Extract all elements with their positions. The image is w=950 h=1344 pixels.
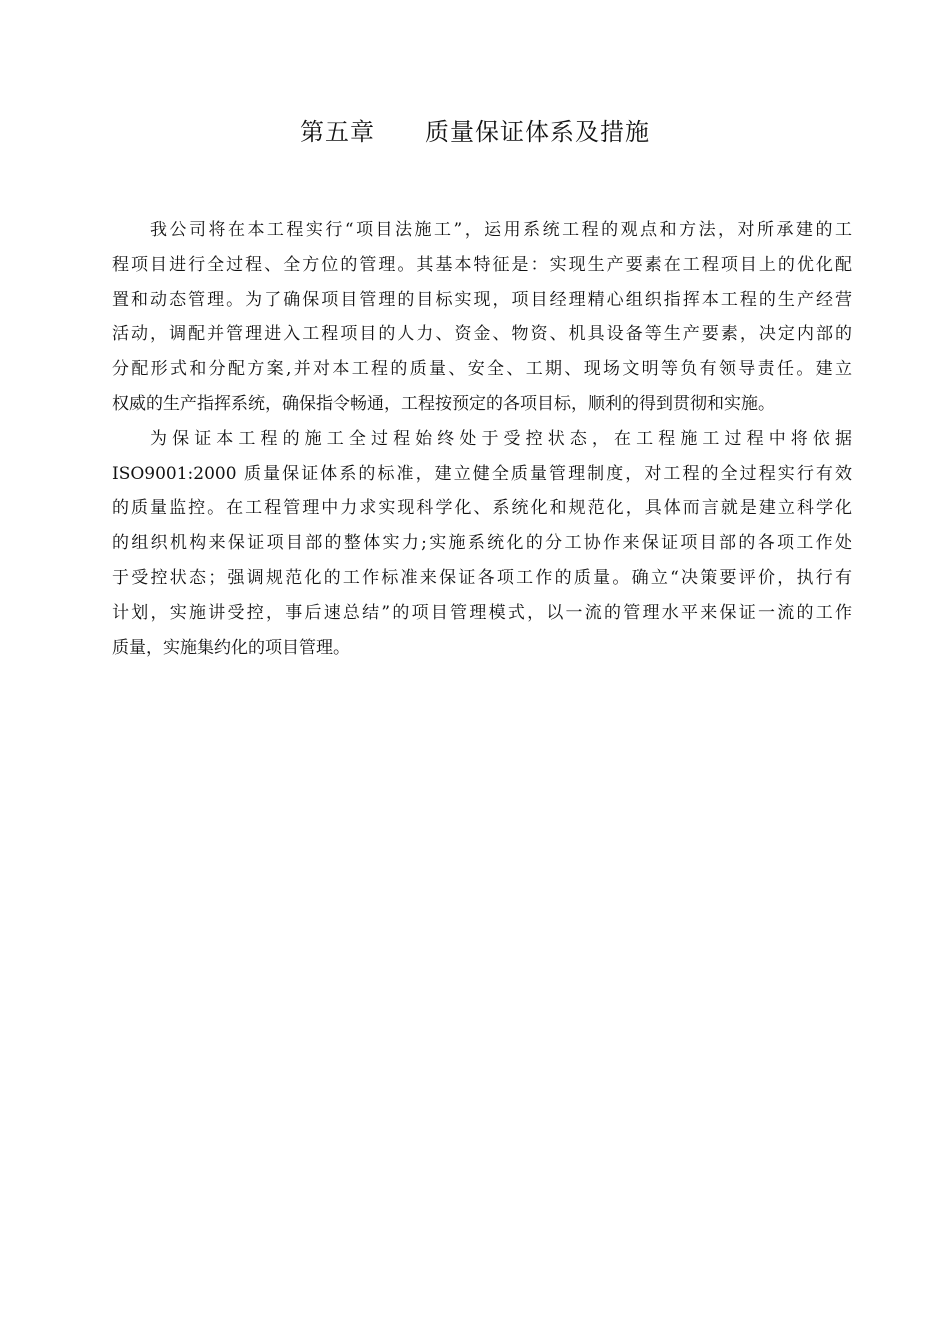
paragraph-line: 程项目进行全过程、全方位的管理。其基本特征是：实现生产要素在工程项目上的优化配 (112, 254, 852, 275)
paragraph-line: ISO9001:2000 质量保证体系的标准，建立健全质量管理制度，对工程的全过程实行有效 (112, 463, 852, 484)
paragraph-line: 的质量监控。在工程管理中力求实现科学化、系统化和规范化，具体而言就是建立科学化 (112, 498, 852, 519)
paragraph-line: 的组织机构来保证项目部的整体实力;实施系统化的分工协作来保证项目部的各项工作处 (112, 533, 852, 554)
paragraph-line: 分配形式和分配方案,并对本工程的质量、安全、工期、现场文明等负有领导责任。建立 (112, 359, 852, 380)
chapter-title: 质量保证体系及措施 (425, 118, 650, 146)
paragraph-2 (112, 422, 852, 666)
paragraph-1 (112, 213, 852, 422)
paragraph-line: 于受控状态；强调规范化的工作标准来保证各项工作的质量。确立“决策要评价，执行有 (112, 567, 852, 588)
paragraph-line: 为保证本工程的施工全过程始终处于受控状态，在工程施工过程中将依据 (150, 428, 852, 449)
paragraph-line: 活动，调配并管理进入工程项目的人力、资金、物资、机具设备等生产要素，决定内部的 (112, 324, 852, 345)
paragraph-line: 置和动态管理。为了确保项目管理的目标实现，项目经理精心组织指挥本工程的生产经营 (112, 289, 852, 310)
paragraph-line: 质量，实施集约化的项目管理。 (112, 637, 350, 658)
paragraph-line: 权威的生产指挥系统，确保指令畅通，工程按预定的各项目标，顺利的得到贯彻和实施。 (112, 393, 775, 414)
chapter-number: 第五章 (300, 118, 375, 146)
chapter-heading (0, 114, 950, 150)
paragraph-line: 我公司将在本工程实行“项目法施工”，运用系统工程的观点和方法，对所承建的工 (150, 220, 852, 240)
paragraph-line: 计划，实施讲受控，事后速总结”的项目管理模式，以一流的管理水平来保证一流的工作 (112, 602, 852, 623)
chapter-body (112, 213, 852, 665)
